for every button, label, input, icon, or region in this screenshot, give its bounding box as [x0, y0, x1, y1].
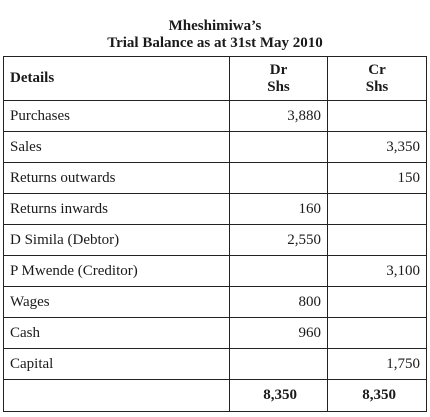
row-cr [328, 287, 427, 318]
cr-unit: Shs [365, 79, 389, 95]
cr-label: Cr [368, 62, 386, 78]
table-row [4, 318, 427, 349]
totals-details [4, 380, 230, 412]
document-title [0, 18, 430, 52]
row-details: Returns outwards [4, 163, 230, 194]
details-column-header: Details [4, 57, 230, 101]
table-row [4, 287, 427, 318]
row-dr: 160 [230, 194, 328, 225]
table-row [4, 101, 427, 132]
row-cr: 3,350 [328, 132, 427, 163]
total-dr: 8,350 [230, 380, 328, 412]
row-dr: 960 [230, 318, 328, 349]
row-details: P Mwende (Creditor) [4, 256, 230, 287]
row-details: Sales [4, 132, 230, 163]
total-cr: 8,350 [328, 380, 427, 412]
row-cr: 1,750 [328, 349, 427, 380]
totals-row [4, 380, 427, 412]
row-details: Returns inwards [4, 194, 230, 225]
row-dr: 3,880 [230, 101, 328, 132]
owner-name: Mheshimiwa’s [168, 18, 262, 34]
row-cr [328, 101, 427, 132]
row-details: Wages [4, 287, 230, 318]
table-header-row [4, 57, 427, 101]
row-cr: 3,100 [328, 256, 427, 287]
table-row [4, 194, 427, 225]
row-details: Cash [4, 318, 230, 349]
dr-label: Dr [269, 62, 288, 78]
row-cr [328, 225, 427, 256]
cr-column-header [328, 57, 427, 101]
table-row [4, 349, 427, 380]
row-cr [328, 318, 427, 349]
trial-balance-title: Trial Balance as at 31st May 2010 [107, 35, 323, 51]
row-dr: 800 [230, 287, 328, 318]
row-cr: 150 [328, 163, 427, 194]
row-cr [328, 194, 427, 225]
row-dr [230, 132, 328, 163]
dr-unit: Shs [267, 79, 290, 95]
table-row [4, 256, 427, 287]
dr-column-header [230, 57, 328, 101]
row-details: D Simila (Debtor) [4, 225, 230, 256]
row-dr: 2,550 [230, 225, 328, 256]
trial-balance-table [3, 56, 427, 412]
row-dr [230, 256, 328, 287]
table-row [4, 225, 427, 256]
row-dr [230, 163, 328, 194]
row-details: Purchases [4, 101, 230, 132]
table-row [4, 163, 427, 194]
table-row [4, 132, 427, 163]
row-details: Capital [4, 349, 230, 380]
row-dr [230, 349, 328, 380]
